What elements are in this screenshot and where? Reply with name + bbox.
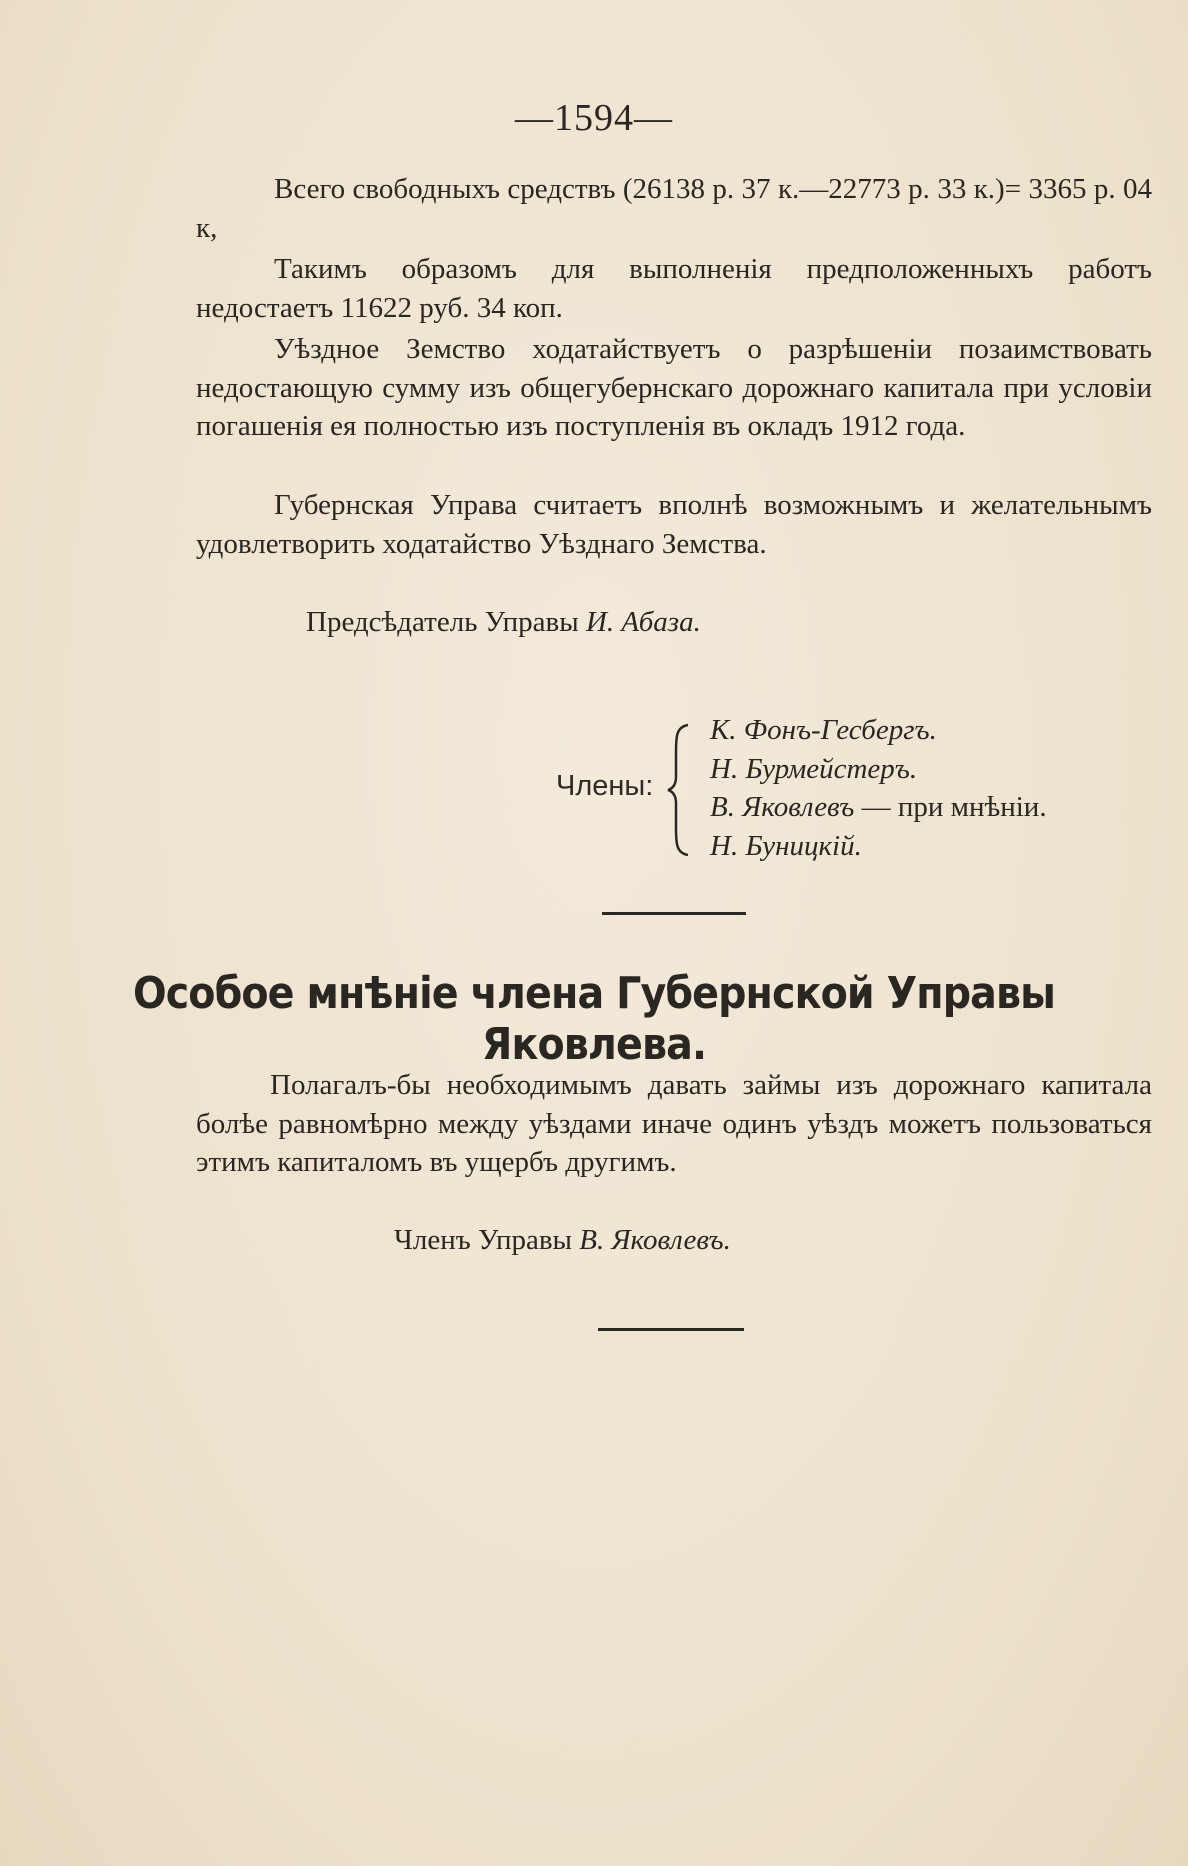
- member-name: К. Фонъ-Гесбергъ.: [710, 714, 937, 746]
- chairman-signature: [306, 606, 701, 639]
- section-divider: [602, 912, 746, 915]
- dissent-signer-name: В. Яковлевъ.: [579, 1224, 731, 1256]
- member-item: [710, 711, 1047, 750]
- member-name: Н. Бурмейстеръ.: [710, 752, 918, 785]
- member-name: Н. Буницкій.: [710, 829, 862, 862]
- dissent-signature: [394, 1224, 731, 1257]
- members-list: [710, 711, 1047, 865]
- paragraph-shortfall: Такимъ образомъ для выполненія предположенныхъ работъ недостаетъ 11622 руб. 34 коп.: [196, 253, 1152, 324]
- member-item: [710, 827, 1047, 866]
- members-label: Члены:: [556, 770, 654, 802]
- dissent-signer-label: Членъ Управы: [394, 1224, 573, 1256]
- member-name: В. Яковлевъ: [710, 791, 855, 823]
- end-divider: [598, 1328, 744, 1331]
- member-item: [710, 750, 1047, 789]
- member-note: — при мнѣніи.: [854, 791, 1047, 823]
- chairman-label: Предсѣдатель Управы: [306, 606, 579, 638]
- member-item: [710, 788, 1047, 827]
- paragraph-petition: Уѣздное Земство ходатайствуетъ о разрѣшеніи позаимствовать недостающую сумму изъ общегубернскаго дорожнаго капитала при условіи погашенія ея полностью изъ поступленія въ окладъ 1912 года.: [196, 333, 1152, 442]
- paragraph-free-funds: Всего свободныхъ средствъ (26138 р. 37 к.—22773 р. 33 к.)= 3365 р. 04 к,: [196, 173, 1152, 244]
- paragraph-dissent: Полагалъ-бы необходимымъ давать займы изъ дорожнаго капитала болѣе равномѣрно между уѣздами иначе одинъ уѣздъ можетъ пользоваться этимъ капиталомъ въ ущербъ другимъ.: [196, 1069, 1152, 1178]
- dissent-heading: Особое мнѣніе члена Губернской Управы Яковлева.: [132, 968, 1056, 1070]
- page-number: —1594—: [515, 97, 673, 139]
- chairman-name: И. Абаза.: [585, 606, 701, 638]
- paragraph-approval: Губернская Управа считаетъ вполнѣ возможнымъ и желательнымъ удовлетворить ходатайство Уѣзднаго Земства.: [196, 489, 1152, 560]
- brace-icon: [666, 723, 692, 857]
